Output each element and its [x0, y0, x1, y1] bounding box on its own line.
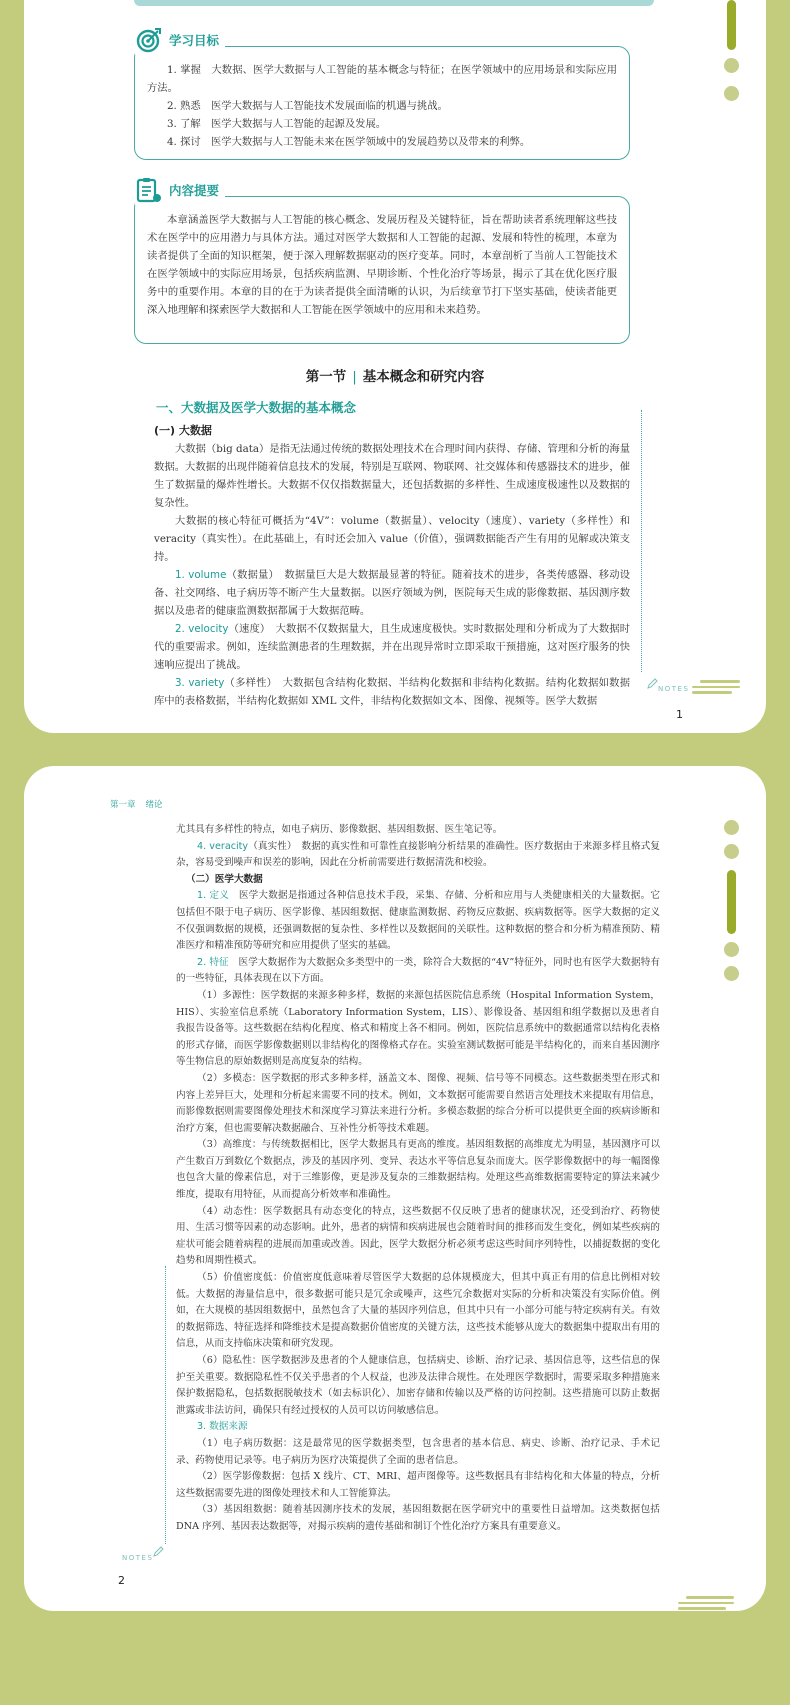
- keyword: 1. 定义: [197, 890, 230, 902]
- chapter-title: 绪论: [145, 800, 163, 810]
- notes-label: NOTES: [658, 685, 690, 693]
- section-name: 基本概念和研究内容: [362, 369, 485, 385]
- section-number: 第一节: [305, 369, 347, 385]
- section-divider: |: [352, 369, 357, 385]
- paragraph: 大数据的核心特征可概括为“4V”：volume（数据量）、velocity（速度）、variety（多样性）和 veracity（真实性）。在此基础上，有时还会加入 value（价值），强调数据能否产生有用的见解或决策支持。: [154, 515, 630, 563]
- keyword: 4. veracity: [197, 840, 249, 852]
- paragraph-definition: [176, 888, 660, 954]
- goal-item: 1. 掌握 大数据、医学大数据与人工智能的基本概念与特征；在医学领域中的应用场景和实际应用方法。: [147, 64, 617, 94]
- feature-item: （4）动态性：医学数据具有动态变化的特点，这些数据不仅反映了患者的健康状况，还受到治疗、药物使用、生活习惯等因素的动态影响。此外，患者的病情和疾病进展也会随着时间的推移而发生变化，例如某些疾病的症状可能会随着病程的进展而加重或改善。因此，医学大数据分析必须考虑这些时间序列特性，以捕捉数据的变化趋势和周期性模式。: [176, 1205, 660, 1267]
- feature-item: （5）价值密度低：价值密度低意味着尽管医学大数据的总体规模庞大，但其中真正有用的信息比例相对较低。大数据的海量信息中，很多数据可能只是冗余或噪声，这些冗余数据对实际的分析和决策没有实际价值。例如，在大规模的基因组数据中，虽然包含了大量的基因序列信息，但其中只有一小部分可能与特定疾病有关。有效的数据筛选、特征选择和降维技术是提高数据价值密度的关键方法，这些技术能够从庞大的数据集中提取出有用的信息，从而支持临床决策和研究发现。: [176, 1272, 660, 1350]
- source-item: （1）电子病历数据：这是最常见的医学数据类型，包含患者的基本信息、病史、诊断、治疗记录、手术记录、药物使用记录等。电子病历为医疗决策提供了全面的患者信息。: [176, 1437, 660, 1466]
- paragraph-volume: [154, 566, 630, 620]
- side-decoration-dot: [724, 58, 739, 73]
- pencil-icon: [152, 1546, 164, 1558]
- chapter-number: 第一章: [110, 800, 136, 810]
- keyword: 3. 数据来源: [197, 1421, 248, 1433]
- notes-lines: [692, 680, 740, 697]
- pencil-icon: [646, 678, 658, 690]
- goal-item: 3. 了解 医学大数据与人工智能的起源及发展。: [167, 118, 387, 130]
- side-decoration-dot: [724, 86, 739, 101]
- source-item: （3）基因组数据：随着基因测序技术的发展，基因组数据在医学研究中的重要性日益增加。这类数据包括 DNA 序列、基因表达数据等，对揭示疾病的遗传基础和制订个性化治疗方案具有重要意义。: [176, 1504, 660, 1532]
- side-decoration-dot: [724, 966, 739, 981]
- keyword: 2. velocity: [175, 623, 229, 635]
- top-decorative-strip: [134, 0, 654, 6]
- summary-text: 本章涵盖医学大数据与人工智能的核心概念、发展历程及关键特征，旨在帮助读者系统理解这些技术在医学中的应用潜力与具体方法。通过对医学大数据和人工智能的起源、发展和特性的梳理，本章为读者提供了全面的知识框架，便于深入理解数据驱动的医疗变革。同时，本章剖析了当前人工智能技术在医学领域中的实际应用场景，包括疾病监测、早期诊断、个性化治疗等场景，揭示了其在优化医疗服务中的重要作用。本章的目的在于为读者提供全面清晰的认识，为后续章节打下坚实基础，使读者能更深入地理解和探索医学大数据和人工智能在医学领域中的应用和未来趋势。: [147, 214, 617, 316]
- margin-dotted-line: [641, 410, 642, 672]
- keyword: 1. volume: [175, 569, 227, 581]
- section-title: [24, 365, 766, 385]
- target-icon: [135, 26, 163, 54]
- page-1: [24, 0, 766, 733]
- paragraph-veracity: [176, 839, 660, 872]
- notes-label: NOTES: [122, 1554, 154, 1562]
- paragraph-velocity: [154, 620, 630, 674]
- heading-level-2: (一) 大数据: [154, 424, 212, 437]
- paragraph-variety: [154, 674, 630, 710]
- paragraph-text: （真实性） 数据的真实性和可靠性直接影响分析结果的准确性。医疗数据由于来源多样且格式复杂，容易受到噪声和误差的影响，因此在分析前需要进行数据清洗和校验。: [176, 840, 660, 869]
- learning-goals-title: 学习目标: [169, 33, 220, 48]
- paragraph-text: （速度） 大数据不仅数据量大，且生成速度极快。实时数据处理和分析成为了大数据时代的重要需求。例如，连续监测患者的生理数据，并在出现异常时立即采取干预措施，这对医疗服务的快速响应提出了挑战。: [154, 623, 630, 671]
- summary-box: [134, 183, 630, 344]
- running-head: [110, 798, 173, 810]
- margin-dotted-line: [165, 1266, 166, 1544]
- paragraph-features: [176, 955, 660, 988]
- sources-heading: [176, 1419, 660, 1436]
- paragraph: 大数据（big data）是指无法通过传统的数据处理技术在合理时间内获得、存储、管理和分析的海量数据。大数据的出现伴随着信息技术的发展，特别是互联网、物联网、社交媒体和传感器技术的进步，催生了数据量的爆炸性增长。大数据不仅仅指数据量大，还包括数据的多样性、生成速度极速性以及数据的复杂性。: [154, 443, 630, 509]
- goal-item: 2. 熟悉 医学大数据与人工智能技术发展面临的机遇与挑战。: [167, 100, 448, 112]
- goal-item: 4. 探讨 医学大数据与人工智能未来在医学领域中的发展趋势以及带来的利弊。: [167, 136, 531, 148]
- heading-level-1: 一、大数据及医学大数据的基本概念: [156, 400, 357, 415]
- paragraph-text: 医学大数据是指通过各种信息技术手段，采集、存储、分析和应用与人类健康相关的大量数据。它包括但不限于电子病历、医学影像、基因组数据、健康监测数据、药物反应数据、疾病数据等。医学大数据的定义不仅强调数据的规模，还强调数据的复杂性、多样性以及数据间的关联性。这种数据的整合和分析为精准预防、精准医疗和精准预防等研究和应用提供了坚实的基础。: [176, 890, 661, 952]
- summary-title: 内容提要: [169, 183, 220, 198]
- paragraph-text: （数据量） 数据量巨大是大数据最显著的特征。随着技术的进步，各类传感器、移动设备、社交网络、电子病历等不断产生大量数据。以医疗领域为例，医院每天生成的影像数据、基因测序数据以及患者的健康监测数据都属于大数据范畴。: [154, 569, 630, 617]
- page-2: [24, 766, 766, 1611]
- paragraph-text: （多样性） 大数据包含结构化数据、半结构化数据和非结构化数据。结构化数据如数据库中的表格数据，半结构化数据如 XML 文件，非结构化数据如文本、图像、视频等。医学大数据: [154, 677, 631, 707]
- side-decoration-dot: [724, 820, 739, 835]
- page-number: 2: [118, 1574, 125, 1587]
- source-item: （2）医学影像数据：包括 X 线片、CT、MRI、超声图像等。这些数据具有非结构化和大体量的特点，分析这些数据需要先进的图像处理技术和人工智能算法。: [176, 1471, 660, 1499]
- side-decoration-bar: [727, 0, 736, 50]
- page-number: 1: [676, 708, 683, 721]
- clipboard-icon: [135, 176, 163, 204]
- heading-level-2: （二）医学大数据: [186, 873, 263, 885]
- side-decoration-dot: [724, 942, 739, 957]
- learning-goals-box: [134, 33, 630, 160]
- paragraph: 尤其具有多样性的特点，如电子病历、影像数据、基因组数据、医生笔记等。: [176, 824, 503, 835]
- keyword: 3. variety: [175, 677, 225, 689]
- feature-item: （6）隐私性：医学数据涉及患者的个人健康信息，包括病史、诊断、治疗记录、基因信息等，这些信息的保护至关重要。数据隐私性不仅关乎患者的个人权益，也涉及法律合规性。在处理医学数据时，需要采取多种措施来保护数据隐私，包括数据脱敏技术（如去标识化）、加密存储和传输以及严格的访问控制。这些措施可以防止数据泄露或非法访问，确保只有经过授权的人员可以访问敏感信息。: [176, 1355, 660, 1416]
- feature-item: （2）多模态：医学数据的形式多种多样，涵盖文本、图像、视频、信号等不同模态。这些数据类型在形式和内容上差异巨大，处理和分析起来需要不同的技术。例如，文本数据可能需要自然语言处理技术来提取有用信息，而影像数据则需要图像处理技术和深度学习算法来进行分析。多模态数据的综合分析可以提供更全面的疾病诊断和治疗方案，但也需要解决数据融合、互补性分析等技术难题。: [176, 1072, 660, 1134]
- feature-item: （1）多源性：医学数据的来源多种多样，数据的来源包括医院信息系统（Hospital Information System，HIS）、实验室信息系统（Laboratory Information System，LIS）、影像设备、基因组和组学数据以及患者自我报告设备等。这些数据在结构化程度、格式和精度上各不相同。例如，医院信息系统中的数据通常以结构化表格的形式存储，而医学影像数据则以非结构化的图像格式存在。实验室测试数据可能是半结构化的，而来自基因测序等生物信息的原始数据则是高度复杂的结构。: [176, 989, 660, 1068]
- main-text: [154, 440, 630, 710]
- paragraph-text: 医学大数据作为大数据众多类型中的一类，除符合大数据的“4V”特征外，同时也有医学大数据特有的一些特征，具体表现在以下方面。: [176, 956, 660, 985]
- notes-lines: [678, 1596, 734, 1611]
- learning-goals-header: [135, 25, 225, 55]
- side-decoration-bar: [727, 870, 736, 934]
- side-decoration-dot: [724, 844, 739, 859]
- feature-item: （3）高维度：与传统数据相比，医学大数据具有更高的维度。基因组数据的高维度尤为明显，基因测序可以产生数百万到数亿个数据点，涉及的基因序列、变异、表达水平等信息复杂而庞大。医学影像数据中的每一幅图像也包含大量的像素信息，对于三维影像，更是涉及复杂的三维数据结构。处理这些高维数据需要特定的算法来减少维度，提取有用特征，从而提高分析效率和准确性。: [176, 1139, 660, 1201]
- summary-header: [135, 175, 225, 205]
- main-text: [176, 822, 660, 1536]
- keyword: 2. 特征: [197, 956, 229, 968]
